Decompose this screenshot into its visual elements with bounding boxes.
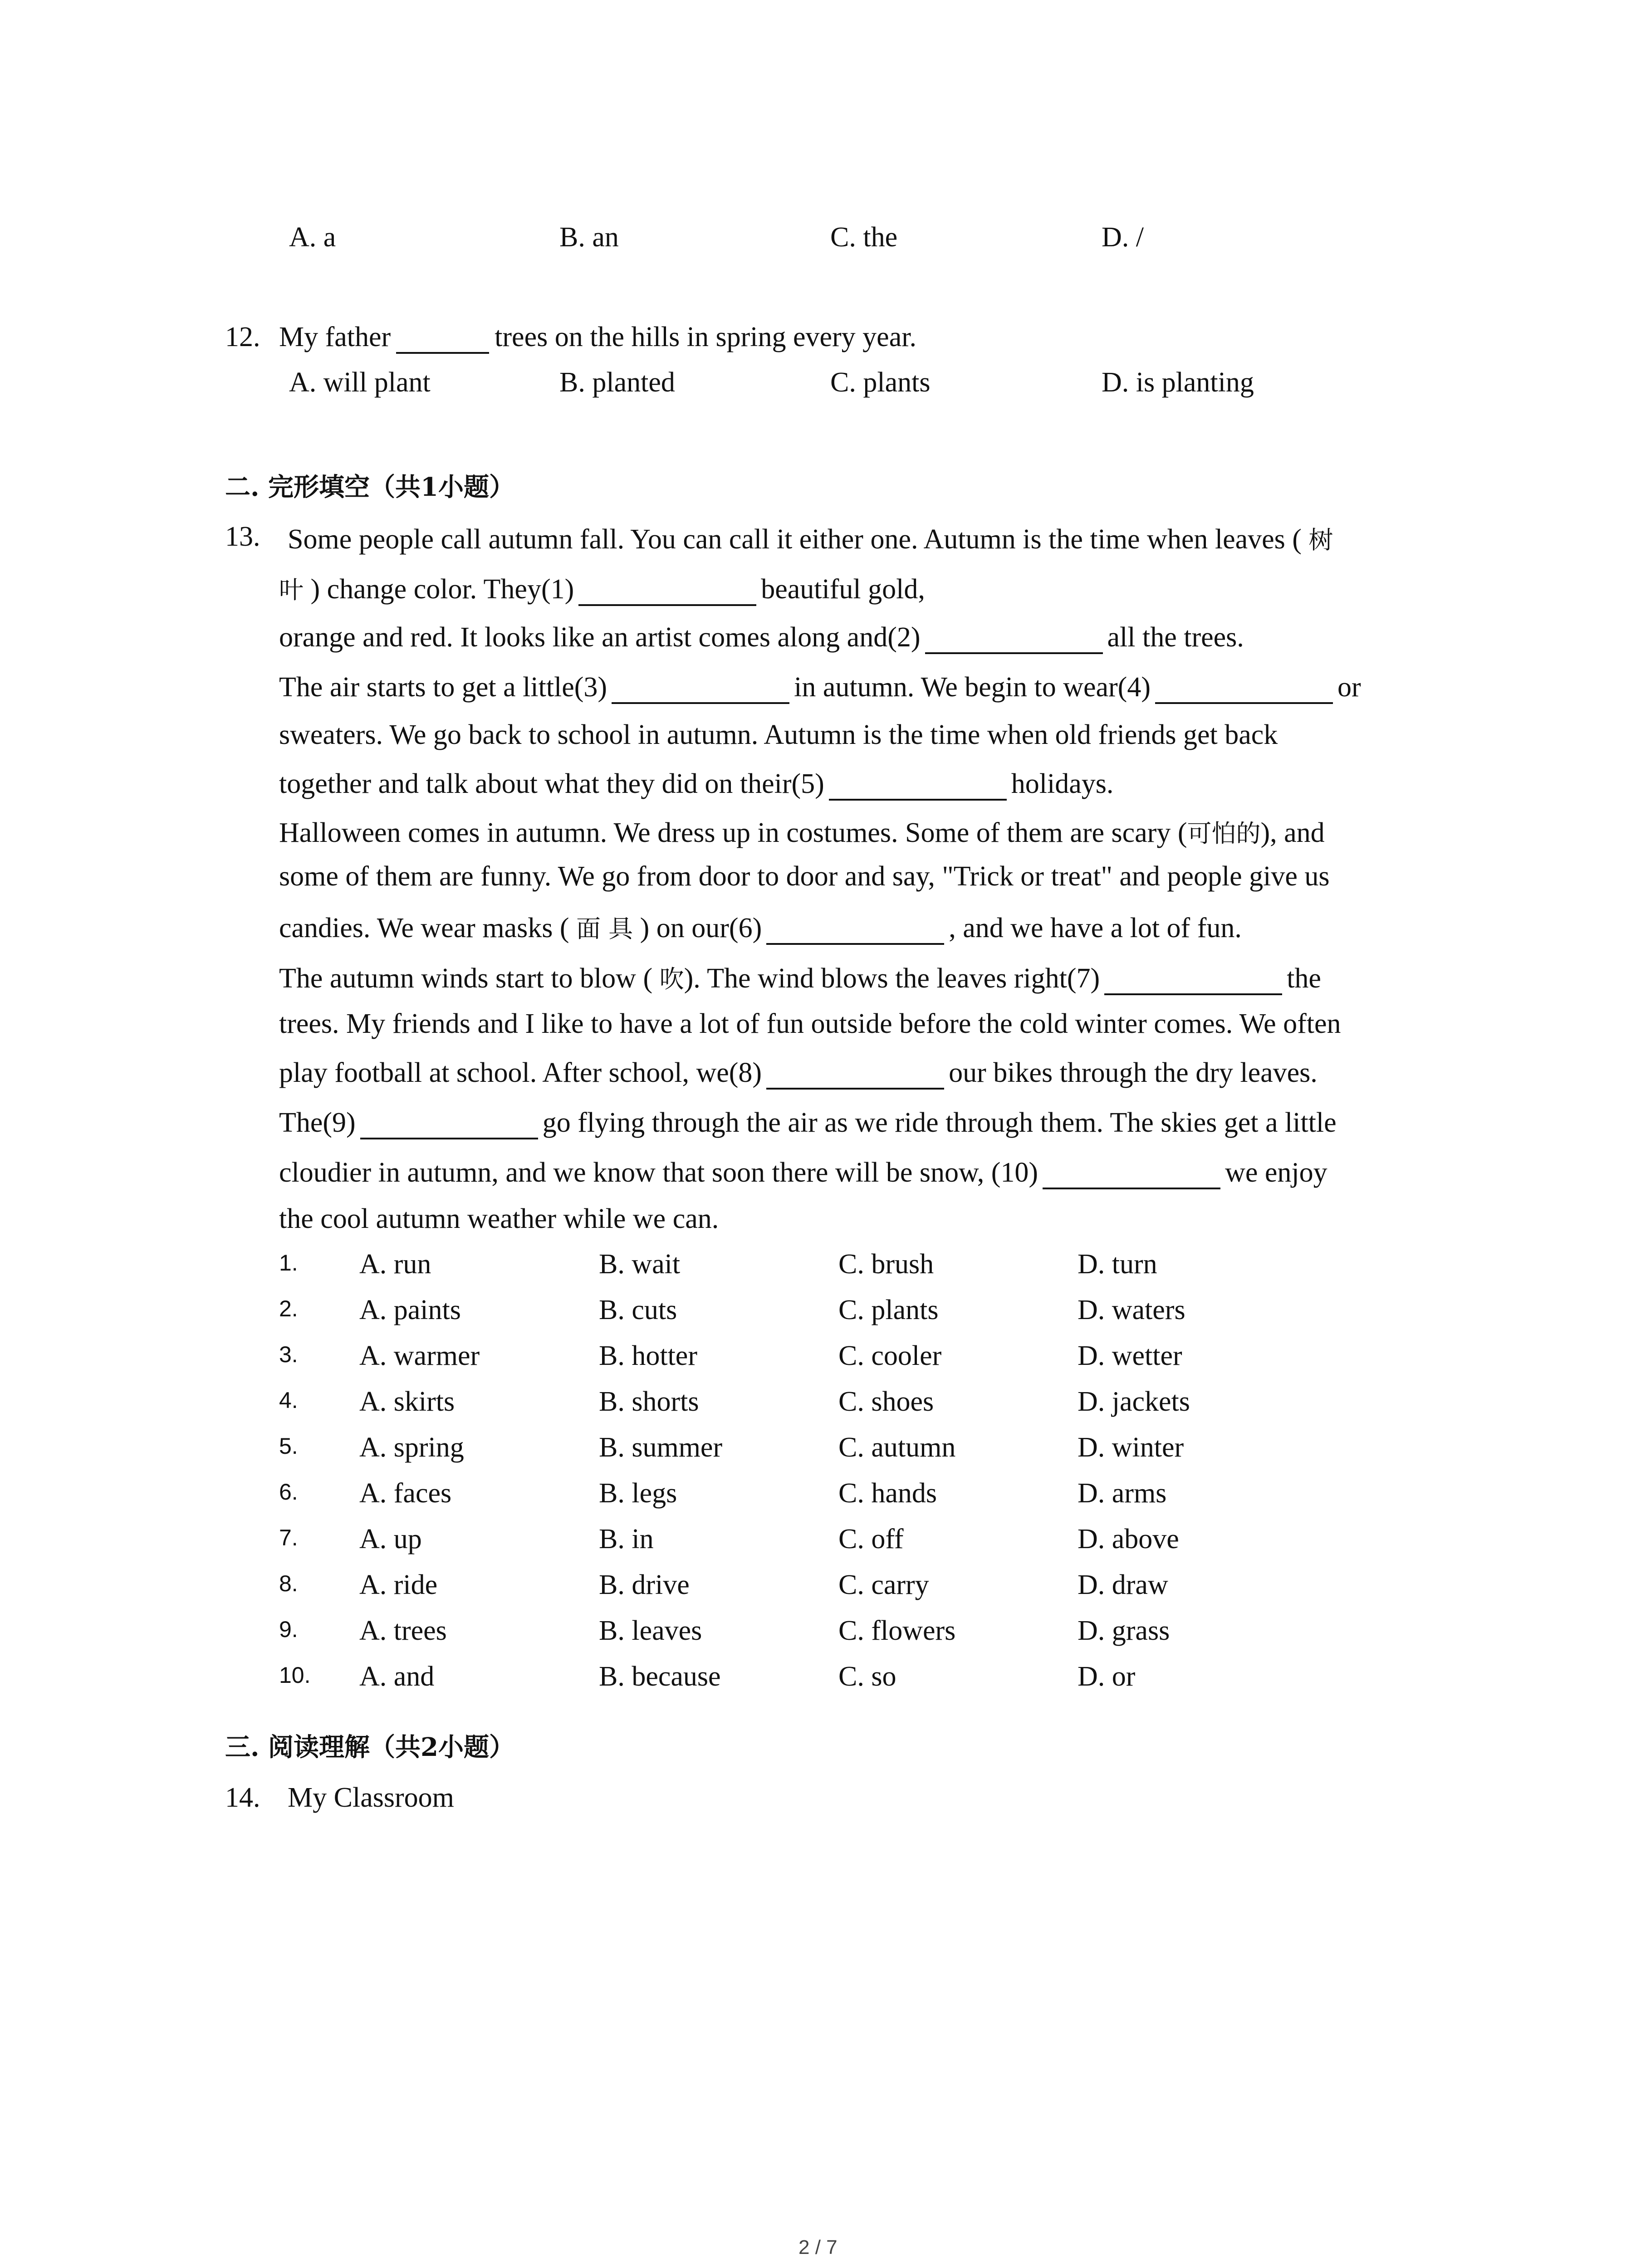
choice-number: 5. xyxy=(279,1433,298,1459)
q13-line-12: play football at school. After school, we(8) our bikes through the dry leaves. xyxy=(279,1057,1318,1090)
choice-d: D. winter xyxy=(1078,1432,1184,1463)
q12-blank xyxy=(396,324,489,354)
choice-a: A. faces xyxy=(359,1478,452,1509)
blank-4 xyxy=(1155,674,1333,704)
choice-number: 10. xyxy=(279,1662,311,1688)
choice-d: D. or xyxy=(1078,1661,1136,1692)
choice-d: D. grass xyxy=(1078,1615,1170,1646)
choice-d: D. wetter xyxy=(1078,1340,1182,1371)
choice-a: A. ride xyxy=(359,1569,438,1600)
q13-line-13: The(9) go flying through the air as we ride through them. The skies get a little xyxy=(279,1107,1337,1139)
choice-c: C. carry xyxy=(838,1569,929,1600)
choice-c: C. off xyxy=(838,1524,904,1554)
choice-d: D. jackets xyxy=(1078,1386,1190,1417)
choice-a: A. paints xyxy=(359,1295,461,1325)
blank-9 xyxy=(360,1110,538,1139)
blank-3 xyxy=(612,674,789,704)
choice-b: B. cuts xyxy=(599,1295,677,1325)
choice-c: C. plants xyxy=(838,1295,939,1325)
choice-a: A. warmer xyxy=(359,1340,480,1371)
choice-number: 4. xyxy=(279,1388,298,1413)
choice-a: A. run xyxy=(359,1249,431,1280)
choice-c: C. cooler xyxy=(838,1340,942,1371)
choice-a: A. skirts xyxy=(359,1386,455,1417)
q12-number: 12. xyxy=(225,322,260,352)
page-number: 2 / 7 xyxy=(798,2236,838,2258)
q11-option-b: B. an xyxy=(559,222,619,253)
q13-line-7: Halloween comes in autumn. We dress up in costumes. Some of them are scary (可怕的), and xyxy=(279,817,1325,848)
section-3-heading: 三. 阅读理解（共2小题） xyxy=(225,1732,514,1762)
q13-line-3: orange and red. It looks like an artist comes along and(2) all the trees. xyxy=(279,621,1244,654)
choice-number: 8. xyxy=(279,1571,298,1596)
q12-option-c: C. plants xyxy=(830,367,931,398)
q13-line-4: The air starts to get a little(3) in autumn. We begin to wear(4) or xyxy=(279,671,1361,704)
choice-number: 3. xyxy=(279,1342,298,1367)
q13-line-14: cloudier in autumn, and we know that soon there will be snow, (10) we enjoy xyxy=(279,1157,1327,1189)
choice-b: B. legs xyxy=(599,1478,677,1509)
choice-b: B. in xyxy=(599,1524,654,1554)
choice-d: D. arms xyxy=(1078,1478,1167,1509)
q13-line-2: 叶 ) change color. They(1) beautiful gold, xyxy=(279,571,925,606)
choice-number: 6. xyxy=(279,1479,298,1505)
section-2-heading: 二. 完形填空（共1小题） xyxy=(225,472,514,502)
q14-title: My Classroom xyxy=(288,1782,454,1813)
choice-b: B. shorts xyxy=(599,1386,699,1417)
blank-1 xyxy=(578,576,756,606)
q13-line-11: trees. My friends and I like to have a lot of fun outside before the cold winter comes. We often xyxy=(279,1008,1341,1039)
q12-option-d: D. is planting xyxy=(1102,367,1254,398)
choice-a: A. spring xyxy=(359,1432,464,1463)
choice-c: C. hands xyxy=(838,1478,937,1509)
choice-c: C. so xyxy=(838,1661,896,1692)
q11-option-d: D. / xyxy=(1102,222,1144,253)
blank-5 xyxy=(829,771,1007,801)
q13-line-1: Some people call autumn fall. You can call it either one. Autumn is the time when leaves ( 树 xyxy=(288,524,1333,555)
choice-a: A. and xyxy=(359,1661,435,1692)
q12-stem: My father trees on the hills in spring every year. xyxy=(279,321,916,354)
q11-option-c: C. the xyxy=(830,222,898,253)
blank-6 xyxy=(766,915,944,945)
choice-c: C. autumn xyxy=(838,1432,956,1463)
q13-number: 13. xyxy=(225,521,260,552)
choice-d: D. turn xyxy=(1078,1249,1157,1280)
q11-option-a: A. a xyxy=(289,222,336,253)
q12-option-a: A. will plant xyxy=(289,367,431,398)
choice-b: B. wait xyxy=(599,1249,681,1280)
choice-b: B. summer xyxy=(599,1432,723,1463)
blank-10 xyxy=(1043,1159,1220,1189)
choice-b: B. hotter xyxy=(599,1340,697,1371)
blank-8 xyxy=(766,1060,944,1090)
choice-a: A. trees xyxy=(359,1615,447,1646)
choice-number: 1. xyxy=(279,1250,298,1276)
q13-line-6: together and talk about what they did on their(5) holidays. xyxy=(279,768,1113,801)
q13-line-9: candies. We wear masks ( 面 具 ) on our(6) , and we have a lot of fun. xyxy=(279,909,1242,945)
blank-2 xyxy=(925,624,1103,654)
choice-number: 7. xyxy=(279,1525,298,1550)
q14-number: 14. xyxy=(225,1782,260,1813)
choice-c: C. brush xyxy=(838,1249,934,1280)
q13-line-15: the cool autumn weather while we can. xyxy=(279,1203,719,1234)
blank-7 xyxy=(1104,965,1282,995)
q13-line-8: some of them are funny. We go from door to door and say, "Trick or treat" and people give us xyxy=(279,861,1330,892)
choice-d: D. above xyxy=(1078,1524,1179,1554)
q13-line-5: sweaters. We go back to school in autumn. Autumn is the time when old friends get back xyxy=(279,719,1278,750)
choice-d: D. waters xyxy=(1078,1295,1185,1325)
q13-line-10: The autumn winds start to blow ( 吹). The wind blows the leaves right(7) the xyxy=(279,960,1321,995)
choice-number: 9. xyxy=(279,1617,298,1642)
choice-b: B. because xyxy=(599,1661,721,1692)
q12-option-b: B. planted xyxy=(559,367,675,398)
choice-d: D. draw xyxy=(1078,1569,1168,1600)
choice-a: A. up xyxy=(359,1524,422,1554)
choice-c: C. shoes xyxy=(838,1386,934,1417)
choice-c: C. flowers xyxy=(838,1615,956,1646)
choice-b: B. drive xyxy=(599,1569,690,1600)
choice-b: B. leaves xyxy=(599,1615,702,1646)
choice-number: 2. xyxy=(279,1296,298,1321)
